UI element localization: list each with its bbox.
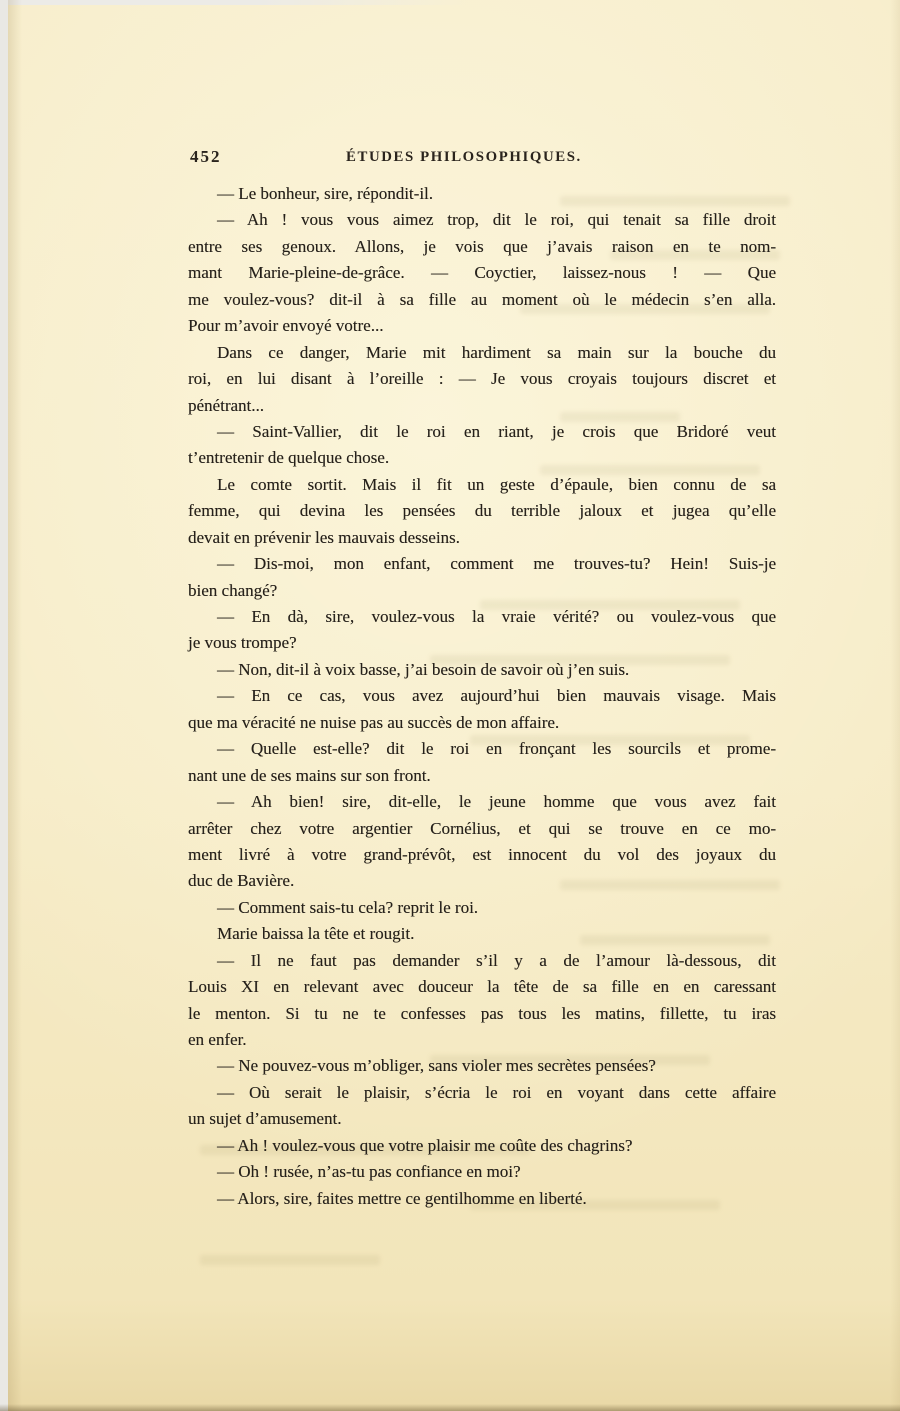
paragraph [188, 1186, 776, 1212]
page-curl-shadow [8, 0, 22, 1411]
text-line: — Oh ! rusée, n’as-tu pas confiance en moi? [217, 1162, 521, 1182]
paragraph [188, 419, 776, 472]
paragraph [188, 181, 776, 207]
text-line: — Alors, sire, faites mettre ce gentilhomme en liberté. [217, 1188, 587, 1208]
scan-edge-top [0, 0, 468, 5]
text-line: — Le bonheur, sire, répondit-il. [217, 184, 434, 203]
paragraph [188, 1159, 776, 1185]
text-line: roi, en lui disant à l’oreille : — Je vous croyais toujours discret et [188, 369, 776, 389]
paragraph [188, 551, 776, 604]
text-line: — Comment sais-tu cela? reprit le roi. [217, 897, 479, 917]
scan-edge-left [0, 0, 8, 1411]
text-line: Louis XI en relevant avec douceur la tête de sa fille en en caressant [188, 977, 776, 997]
paragraph [188, 683, 776, 736]
text-line: — Ah ! voulez-vous que votre plaisir me coûte des chagrins? [217, 1135, 633, 1155]
text-line: pénétrant... [188, 395, 264, 415]
text-line: duc de Bavière. [188, 871, 295, 891]
paragraph [188, 1080, 776, 1133]
text-line: bien changé? [188, 580, 278, 600]
paragraph [188, 921, 776, 947]
paragraph [188, 657, 776, 683]
text-line: que ma véracité ne nuise pas au succès de mon affaire. [188, 712, 560, 732]
paragraph [188, 604, 776, 657]
page-right-shadow [890, 0, 900, 1411]
text-line: entre ses genoux. Allons, je vois que j’avais raison en te nom- [188, 236, 776, 256]
paragraph [188, 1133, 776, 1159]
paragraph [188, 789, 776, 895]
paragraph [188, 340, 776, 419]
text-line: — En dà, sire, voulez-vous la vraie vérité? ou voulez-vous que [217, 607, 776, 626]
paragraph [188, 472, 776, 551]
paragraph [188, 1053, 776, 1079]
text-line: je vous trompe? [188, 633, 297, 653]
running-head [188, 147, 776, 171]
text-line: un sujet d’amusement. [188, 1109, 342, 1129]
text-line: — Non, dit-il à voix basse, j’ai besoin de savoir où j’en suis. [217, 659, 630, 679]
text-line: — Il ne faut pas demander s’il y a de l’amour là-dessous, dit [217, 950, 776, 970]
text-line: arrêter chez votre argentier Cornélius, et qui se trouve en ce mo- [188, 818, 776, 838]
paragraph [188, 948, 776, 1054]
text-line: me voulez-vous? dit-il à sa fille au moment où le médecin s’en alla. [188, 289, 776, 309]
text-line: ment livré à votre grand-prévôt, est innocent du vol des joyaux du [188, 844, 776, 864]
text-line: femme, qui devina les pensées du terrible jaloux et jugea qu’elle [188, 501, 776, 521]
text-line: en enfer. [188, 1030, 247, 1049]
text-line: — Saint-Vallier, dit le roi en riant, je crois que Bridoré veut [217, 421, 776, 441]
bleedthrough-smudge [200, 1255, 380, 1265]
page-number: 452 [190, 147, 222, 166]
text-line: Pour m’avoir envoyé votre... [188, 316, 384, 336]
paragraph [188, 207, 776, 339]
text-line: — En ce cas, vous avez aujourd’hui bien mauvais visage. Mais [217, 686, 776, 706]
text-line: t’entretenir de quelque chose. [188, 448, 390, 468]
text-line: nant une de ses mains sur son front. [188, 765, 431, 785]
text-line: — Ne pouvez-vous m’obliger, sans violer mes secrètes pensées? [217, 1056, 656, 1076]
text-line: Dans ce danger, Marie mit hardiment sa main sur la bouche du [217, 342, 776, 362]
text-line: Le comte sortit. Mais il fit un geste d’épaule, bien connu de sa [217, 474, 776, 494]
text-line: Marie baissa la tête et rougit. [217, 924, 415, 944]
text-line: — Ah bien! sire, dit-elle, le jeune homme que vous avez fait [217, 792, 776, 812]
text-line: — Ah ! vous vous aimez trop, dit le roi, qui tenait sa fille droit [217, 210, 776, 230]
paragraph [188, 895, 776, 921]
scan-edge-bottom [0, 1404, 900, 1411]
text-line: — Dis-moi, mon enfant, comment me trouves-tu? Hein! Suis-je [217, 554, 776, 574]
text-line: devait en prévenir les mauvais desseins. [188, 527, 460, 547]
text-line: — Quelle est-elle? dit le roi en fronçant les sourcils et prome- [217, 739, 776, 759]
text-block [188, 181, 776, 1212]
text-line: le menton. Si tu ne te confesses pas tous les matins, fillette, tu iras [188, 1003, 776, 1023]
running-title: ÉTUDES PHILOSOPHIQUES. [346, 149, 582, 165]
text-line: mant Marie-pleine-de-grâce. — Coyctier, laissez-nous ! — Que [188, 263, 776, 283]
text-line: — Où serait le plaisir, s’écria le roi en voyant dans cette affaire [217, 1082, 776, 1102]
paragraph [188, 736, 776, 789]
